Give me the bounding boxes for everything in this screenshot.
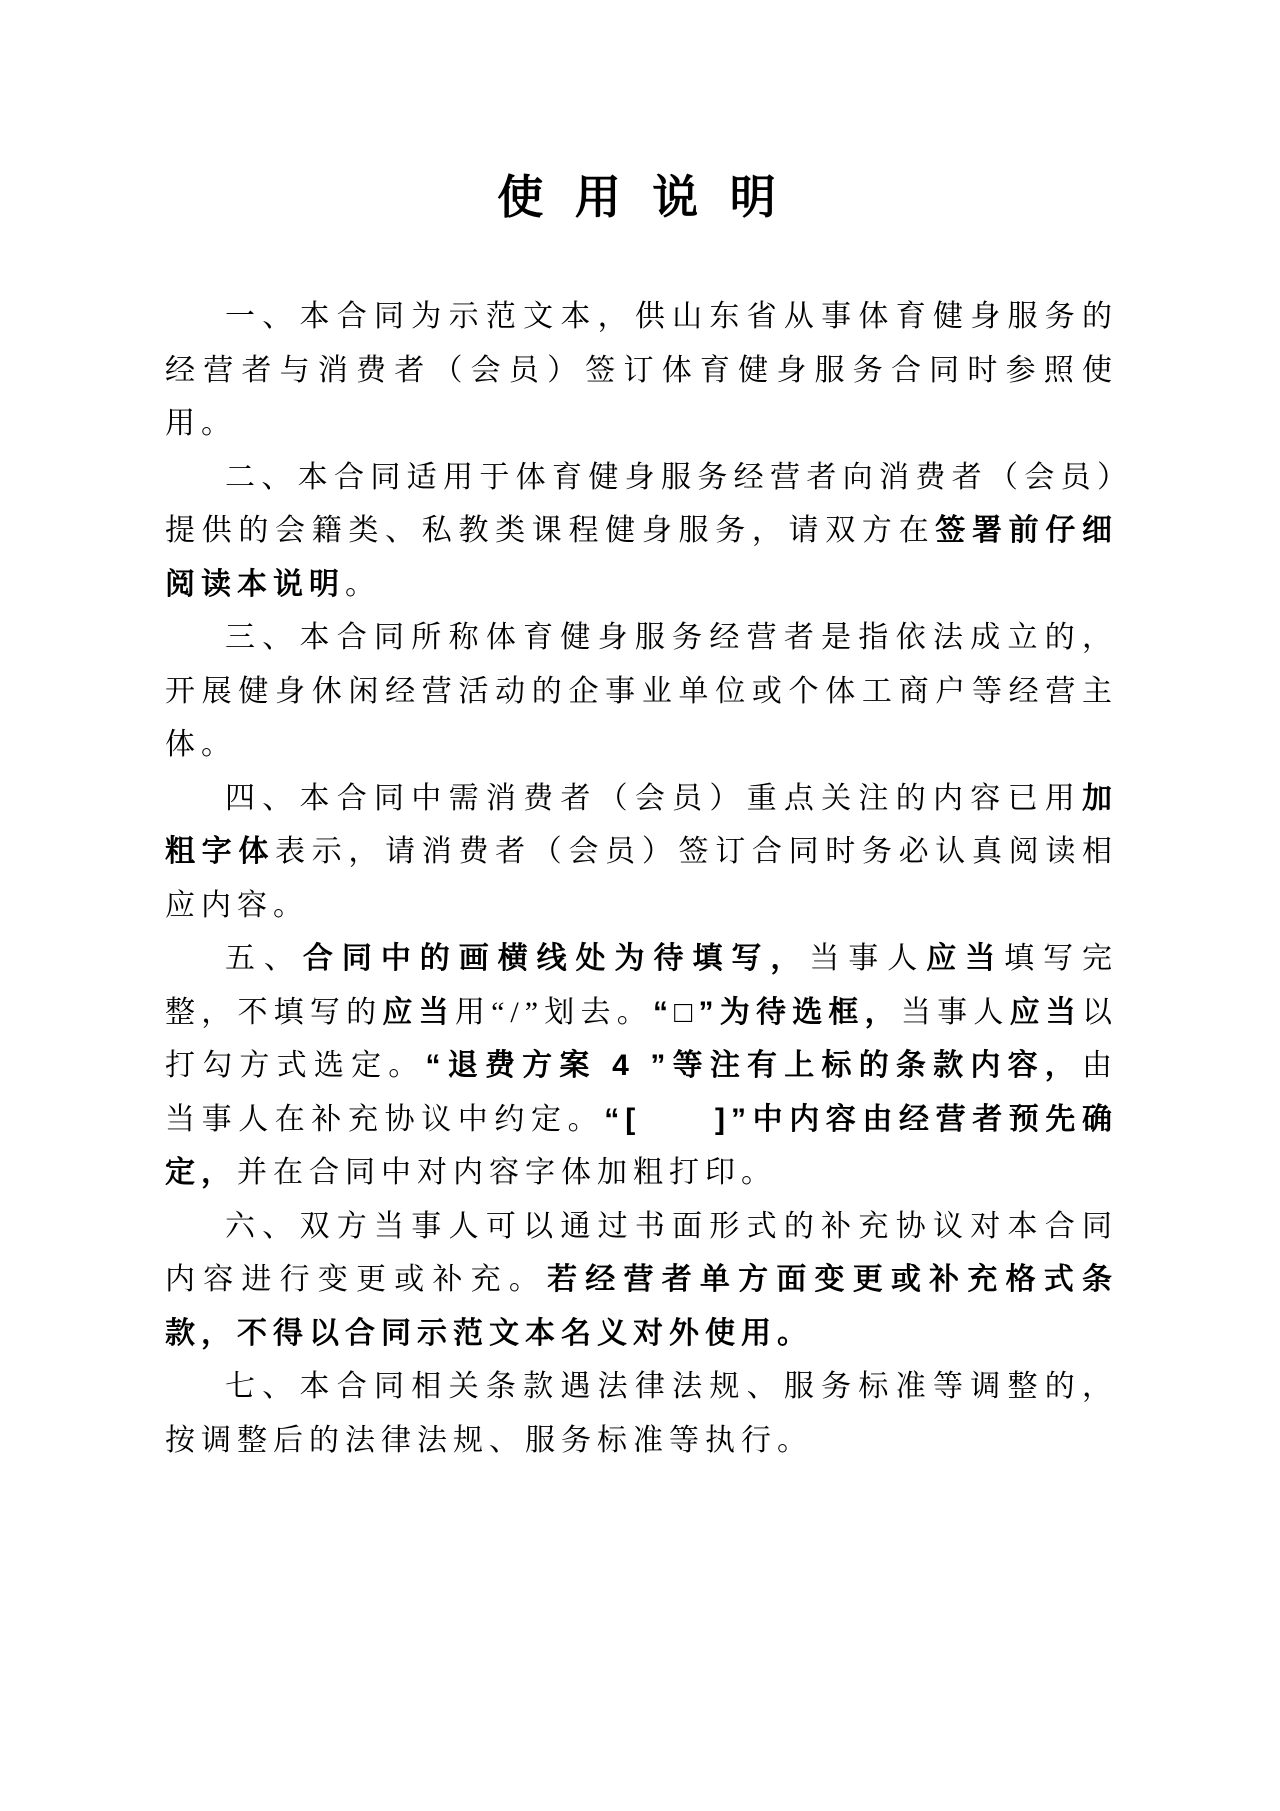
bold-text-run: 签署前仔细阅读本说明 (165, 514, 1119, 601)
bold-text-run: 加粗字体 (165, 781, 1118, 868)
text-run: 二、本合同适用于体育健身服务经营者向消费者（会员）提供的会籍类、私教类课程健身服务，请双方在 (165, 460, 1118, 547)
text-run: 七、本合同相关条款遇法律法规、服务标准等调整的，按调整后的法律法规、服务标准等执行。 (165, 1370, 1118, 1457)
page-title: 使 用 说 明 (497, 172, 786, 223)
text-run: 五、 (225, 942, 303, 975)
text-run: 并在合同中对内容字体加粗打印。 (237, 1156, 777, 1189)
text-run: 填写完整，不填写的 (165, 942, 1119, 1029)
paragraph (165, 1200, 1118, 1361)
paragraph (165, 1360, 1118, 1467)
bold-text-run: “退费方案 4 ”等注有上标的条款内容， (425, 1049, 1083, 1082)
paragraph (165, 932, 1118, 1200)
text-run: 由当事人在补充协议中约定。 (165, 1049, 1119, 1136)
paragraph (165, 611, 1118, 772)
bold-text-run: “□”为待选框， (652, 995, 901, 1029)
text-run: 三、本合同所称体育健身服务经营者是指依法成立的，开展健身休闲经营活动的企事业单位或个体工商户等经营主体。 (165, 621, 1118, 761)
text-run: 。 (345, 567, 381, 601)
bold-text-run: 应当 (926, 942, 1005, 975)
bold-text-run: “[ ]”中内容由经营者预先确定， (165, 1102, 1119, 1189)
text-run: 四、本合同中需消费者（会员）重点关注的内容已用 (225, 781, 1082, 815)
paragraph (165, 772, 1118, 933)
bold-text-run: 应当 (1009, 995, 1083, 1029)
bold-text-run: 若经营者单方面变更或补充格式条款，不得以合同示范文本名义对外使用。 (165, 1263, 1119, 1350)
text-run: 六、双方当事人可以通过书面形式的补充协议对本合同内容进行变更或补充。 (165, 1209, 1118, 1296)
text-run: 表示，请消费者（会员）签订合同时务必认真阅读相应内容。 (165, 835, 1119, 922)
text-run: 一、本合同为示范文本，供山东省从事体育健身服务的经营者与消费者（会员）签订体育健身服务合同时参照使用。 (165, 300, 1118, 440)
text-run: 以打勾方式选定。 (165, 995, 1119, 1082)
text-run: 当事人 (809, 942, 927, 975)
text-run: 当事人 (900, 995, 1010, 1029)
instructions-body (165, 290, 1118, 1467)
bold-text-run: 应当 (382, 995, 455, 1029)
paragraph (165, 451, 1118, 612)
paragraph (165, 290, 1118, 451)
text-run: 用“/”划去。 (454, 995, 653, 1029)
bold-text-run: 合同中的画横线处为待填写， (302, 942, 810, 975)
